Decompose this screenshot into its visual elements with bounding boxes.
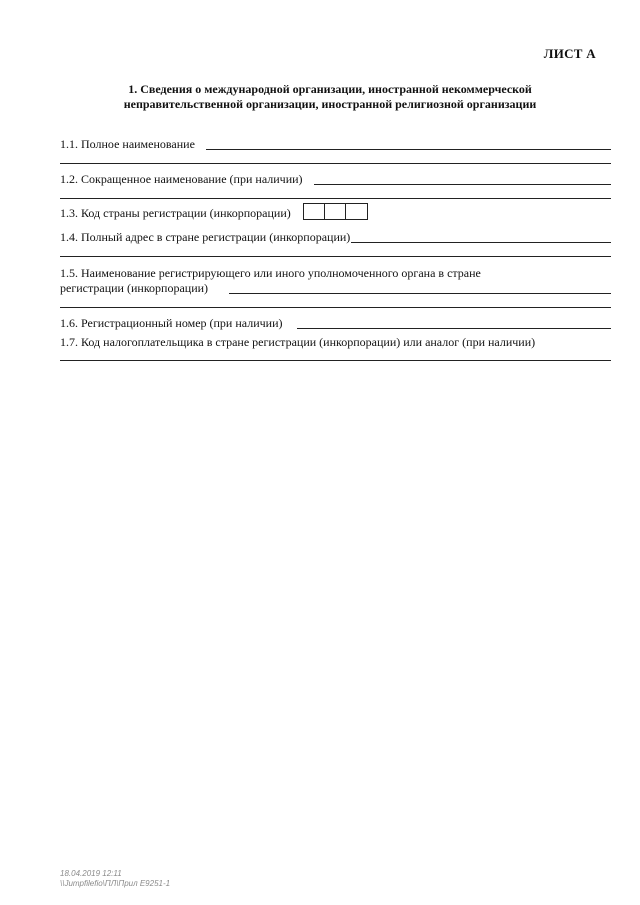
full-name-line-2[interactable] <box>60 163 611 164</box>
sheet-label: ЛИСТ А <box>543 46 596 61</box>
registering-authority-line-2[interactable] <box>60 307 611 308</box>
full-name-line[interactable] <box>206 149 611 150</box>
field-label-registering-authority-cont: регистрации (инкорпорации) <box>60 281 209 295</box>
registering-authority-line[interactable] <box>229 293 611 294</box>
country-code-cell-1[interactable] <box>304 204 325 219</box>
section-title-line-2: неправительственной организации, иностранной религиозной организации <box>123 97 537 111</box>
full-address-line[interactable] <box>351 242 611 243</box>
taxpayer-code-line[interactable] <box>60 360 611 361</box>
field-label-registration-number: 1.6. Регистрационный номер (при наличии) <box>60 316 283 330</box>
footer-reference: \\Jumpfilefio\ПЛ\Прил Е9251-1 <box>60 879 171 888</box>
section-title <box>60 82 600 112</box>
field-label-country-code: 1.3. Код страны регистрации (инкорпорации) <box>60 206 291 220</box>
footer-stamp <box>60 869 170 889</box>
footer-date: 18.04.2019 12:11 <box>60 869 122 878</box>
short-name-line[interactable] <box>314 184 611 185</box>
field-label-full-address: 1.4. Полный адрес в стране регистрации (инкорпорации) <box>60 230 351 244</box>
field-label-taxpayer-code: 1.7. Код налогоплательщика в стране регистрации (инкорпорации) или аналог (при наличии) <box>60 335 536 349</box>
short-name-line-2[interactable] <box>60 198 611 199</box>
full-address-line-2[interactable] <box>60 256 611 257</box>
section-title-line-1: 1. Сведения о международной организации, иностранной некоммерческой <box>128 82 532 96</box>
country-code-cell-2[interactable] <box>325 204 346 219</box>
country-code-boxes[interactable] <box>303 203 368 220</box>
field-label-full-name: 1.1. Полное наименование <box>60 137 195 151</box>
country-code-cell-3[interactable] <box>346 204 367 219</box>
field-label-registering-authority: 1.5. Наименование регистрирующего или иного уполномоченного органа в стране <box>60 266 481 280</box>
field-label-short-name: 1.2. Сокращенное наименование (при наличии) <box>60 172 303 186</box>
registration-number-line[interactable] <box>297 328 611 329</box>
